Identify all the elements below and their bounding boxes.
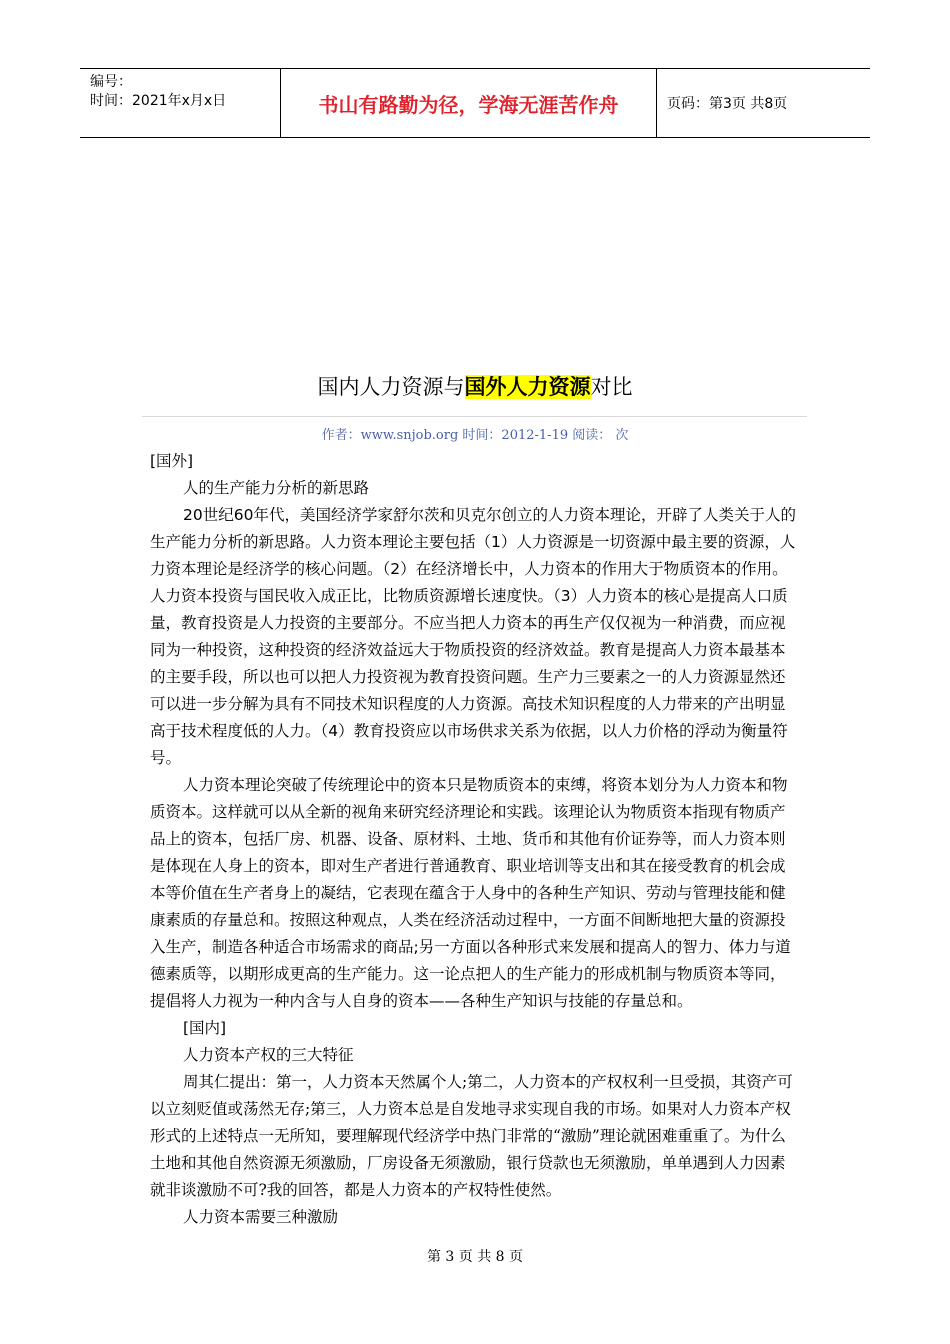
section-tag-foreign: [国外] bbox=[150, 452, 194, 470]
section-heading-domestic-2: 人力资本需要三种激励 bbox=[183, 1208, 339, 1226]
page-header bbox=[80, 68, 870, 138]
header-info bbox=[80, 69, 280, 137]
page-footer: 第 3 页 共 8 页 bbox=[426, 1249, 524, 1265]
article-title bbox=[0, 370, 950, 404]
header-number-label: 编号： bbox=[90, 74, 132, 90]
title-highlight: 国外人力资源 bbox=[464, 375, 591, 399]
section-tag-domestic: [国内] bbox=[183, 1019, 227, 1037]
article-body bbox=[150, 448, 798, 1231]
header-page-label: 页码：第3页 共8页 bbox=[667, 96, 788, 112]
paragraph-foreign-1: 20世纪60年代，美国经济学家舒尔茨和贝克尔创立的人力资本理论，开辟了人类关于人的生产能力分析的新思路。人力资本理论主要包括（1）人力资源是一切资源中最主要的资源，人力资本理论是经济学的核心问题。（2）在经济增长中，人力资本的作用大于物质资本的作用。人力资本投资与国民收入成正比，比物质资源增长速度快。（3）人力资本的核心是提高人口质量，教育投资是人力投资的主要部分。不应当把人力资本的再生产仅仅视为一种消费，而应视同为一种投资，这种投资的经济效益远大于物质投资的经济效益。教育是提高人力资本最基本的主要手段，所以也可以把人力投资视为教育投资问题。生产力三要素之一的人力资源显然还可以进一步分解为具有不同技术知识程度的人力资源。高技术知识程度的人力带来的产出明显高于技术程度低的人力。（4）教育投资应以市场供求关系为依据，以人力价格的浮动为衡量符号。 bbox=[150, 506, 796, 767]
paragraph-domestic-1: 周其仁提出：第一，人力资本天然属个人;第二，人力资本的产权权利一旦受损，其资产可以立刻贬值或荡然无存;第三，人力资本总是自发地寻求实现自我的市场。如果对人力资本产权形式的上述特点一无所知，要理解现代经济学中热门非常的“激励”理论就困难重重了。为什么土地和其他自然资源无须激励，厂房设备无须激励，银行贷款也无须激励，单单遇到人力因素就非谈激励不可?我的回答，都是人力资本的产权特性使然。 bbox=[150, 1073, 793, 1199]
article-meta: 作者：www.snjob.org 时间：2012-1-19 阅读： 次 bbox=[321, 428, 629, 443]
section-heading-foreign: 人的生产能力分析的新思路 bbox=[183, 479, 370, 497]
title-part-2: 对比 bbox=[590, 375, 633, 399]
title-divider bbox=[142, 416, 807, 417]
section-heading-domestic: 人力资本产权的三大特征 bbox=[183, 1046, 354, 1064]
header-motto: 书山有路勤为径，学海无涯苦作舟 bbox=[280, 69, 657, 137]
header-date-label: 时间：2021年x月x日 bbox=[90, 93, 227, 109]
title-part-1: 国内人力资源与 bbox=[317, 375, 465, 399]
paragraph-foreign-2: 人力资本理论突破了传统理论中的资本只是物质资本的束缚，将资本划分为人力资本和物质资本。这样就可以从全新的视角来研究经济理论和实践。该理论认为物质资本指现有物质产品上的资本，包括厂房、机器、设备、原材料、土地、货币和其他有价证券等，而人力资本则是体现在人身上的资本，即对生产者进行普通教育、职业培训等支出和其在接受教育的机会成本等价值在生产者身上的凝结，它表现在蕴含于人身中的各种生产知识、劳动与管理技能和健康素质的存量总和。按照这种观点，人类在经济活动过程中，一方面不间断地把大量的资源投入生产，制造各种适合市场需求的商品;另一方面以各种形式来发展和提高人的智力、体力与道德素质等，以期形成更高的生产能力。这一论点把人的生产能力的形成机制与物质资本等同，提倡将人力视为一种内含与人自身的资本——各种生产知识与技能的存量总和。 bbox=[150, 776, 791, 1010]
